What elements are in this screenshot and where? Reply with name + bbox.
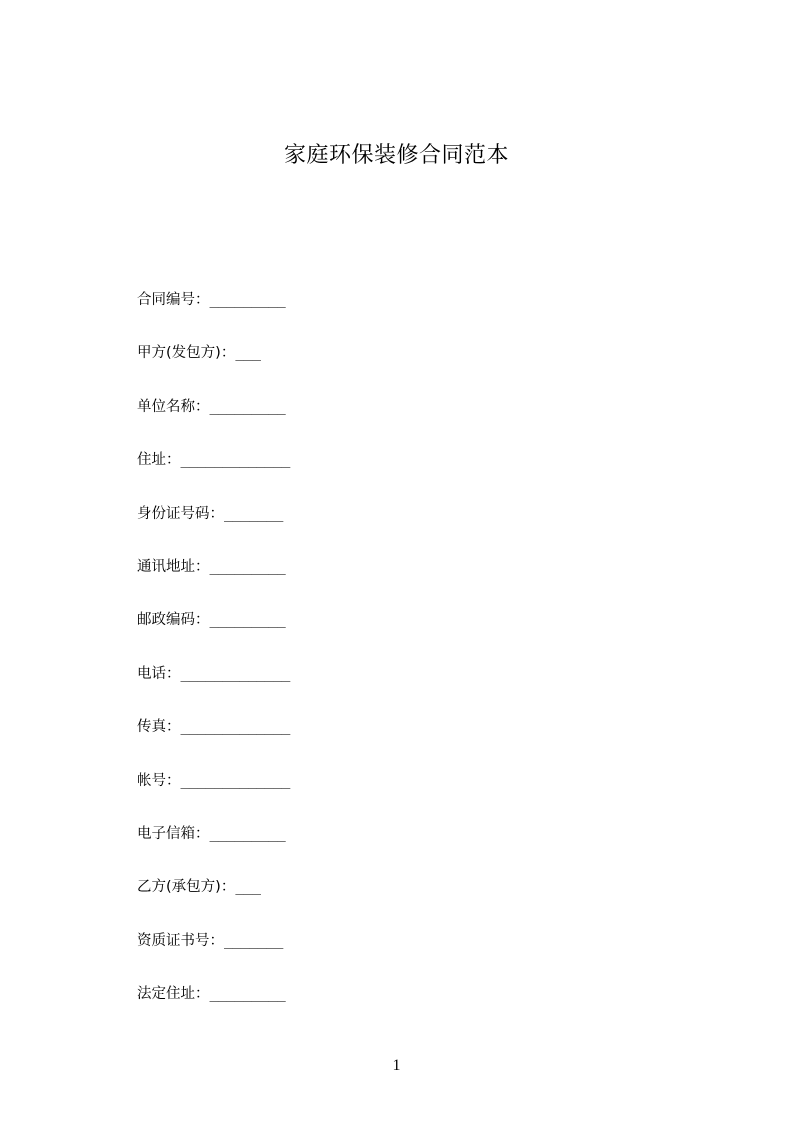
- field-legal-address: [137, 983, 290, 1036]
- field-party-b: [137, 876, 290, 929]
- field-blank-line: _________: [209, 558, 286, 575]
- field-phone: [137, 663, 290, 716]
- field-label: 资质证书号：: [137, 932, 224, 949]
- field-postal-code: [137, 609, 290, 662]
- field-blank-line: _____________: [180, 772, 291, 789]
- field-blank-line: _________: [209, 398, 286, 415]
- field-qualification-cert: [137, 930, 290, 983]
- field-label: 通讯地址：: [137, 558, 210, 575]
- field-blank-line: _________: [209, 986, 286, 1003]
- field-label: 电子信箱：: [137, 825, 210, 842]
- field-label: 住址：: [137, 452, 181, 469]
- field-blank-line: _________: [209, 292, 286, 308]
- page-title: 家庭环保装修合同范本: [283, 143, 509, 168]
- field-blank-line: _______: [224, 932, 284, 949]
- field-mailing-address: [137, 556, 290, 609]
- field-label: 身份证号码：: [137, 505, 224, 522]
- field-blank-line: _____________: [180, 665, 291, 682]
- field-contract-number: [137, 289, 290, 342]
- field-blank-line: _________: [209, 825, 286, 842]
- field-label: 邮政编码：: [137, 612, 210, 629]
- field-label: 帐号：: [137, 772, 181, 789]
- field-residence: [137, 449, 290, 502]
- page-number: 1: [392, 1057, 401, 1074]
- field-email: [137, 823, 290, 876]
- field-label: 甲方(发包方)：: [137, 345, 236, 362]
- field-label: 合同编号：: [137, 292, 210, 308]
- field-label: 法定住址：: [137, 986, 210, 1003]
- field-fax: [137, 716, 290, 769]
- field-party-a: [137, 342, 290, 395]
- field-label: 电话：: [137, 665, 181, 682]
- field-id-number: [137, 503, 290, 556]
- contract-field-list: [137, 289, 290, 1036]
- field-blank-line: ___: [235, 345, 261, 362]
- field-blank-line: ___: [235, 879, 261, 896]
- field-blank-line: _____________: [180, 719, 291, 736]
- field-label: 传真：: [137, 719, 181, 736]
- field-blank-line: _________: [209, 612, 286, 629]
- field-label: 单位名称：: [137, 398, 210, 415]
- field-account: [137, 770, 290, 823]
- field-organization-name: [137, 396, 290, 449]
- field-blank-line: _____________: [180, 452, 291, 469]
- field-blank-line: _______: [224, 505, 284, 522]
- field-label: 乙方(承包方)：: [137, 879, 236, 896]
